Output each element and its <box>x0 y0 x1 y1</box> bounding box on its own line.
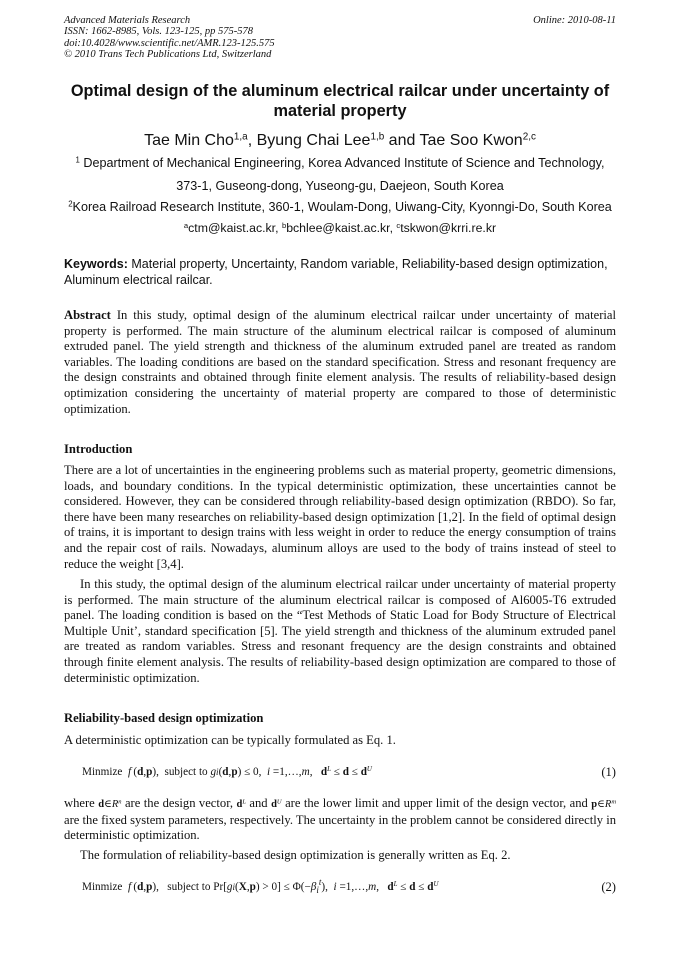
abstract-text: In this study, optimal design of the aluminum electrical railcar under uncertainty of material property is performed. The main structure of the aluminum electrical railcar is composed of aluminum extruded panel. The yield strength and thickness of the aluminum extruded panel are treated as random variables. The loading conditions are based on the standard specification. Stress and resonant frequency are the design constraints and obtained through finite element analysis. The results of reliability-based design optimization considering the uncertainty of material property are compared to those of deterministic optimization. <box>64 308 617 416</box>
equation-number: (2) <box>601 880 616 894</box>
journal-header <box>64 15 616 60</box>
introduction-paragraph-1: There are a lot of uncertainties in the engineering problems such as material property, geometric dimensions, loads, and boundary conditions. In the typical deterministic optimization, these uncertainties cannot be considered. However, they can be considered through reliability-based design optimization (RBDO). So far, there have been many researches on reliability-based design optimization [1,2]. In the field of optimal design of trains, it is important to design trains with less weight in order to reduce the energy consumption of trains and the repair cost of rails. Nowadays, aluminum alloys are used to the body of trains instead of steel to reduce the weight [3,4]. <box>64 463 616 571</box>
doi-line: doi:10.4028/www.scientific.net/AMR.123-125.575 <box>64 37 275 49</box>
email-address: tskwon@krri.re.kr <box>400 221 497 235</box>
email-list: $^a$ctm@kaist.ac.kr, $^b$bchlee@kaist.ac.kr, $^c$tskwon@krri.re.kr <box>183 220 497 235</box>
email-address: bchlee@kaist.ac.kr <box>286 221 390 235</box>
author-separator: and <box>384 132 420 149</box>
email-mark: b <box>281 220 287 230</box>
abstract <box>64 308 616 417</box>
email-address: ctm@kaist.ac.kr <box>188 221 276 235</box>
affiliation-text: Korea Railroad Research Institute, 360-1, Woulam-Dong, Uiwang-City, Kyonngi-Do, South Korea <box>72 200 612 214</box>
where-paragraph: where $d\in R^n$ are the design vector, $d^L$ and $d^U$ are the lower limit and upper limit of the design vector, and $p\in R^m$ are the fixed system parameters, respectively. The uncertainty in the problem cannot be considered directly in deterministic optimization. <box>64 796 617 843</box>
affiliation-2 <box>64 200 616 215</box>
introduction-paragraph-2: In this study, the optimal design of the aluminum electrical railcar under uncertainty of material property is performed. The main structure of the aluminum electrical railcar is composed of Al6005-T6 extruded panel. The loading condition is based on the “Test Methods of Static Load for Body Structure of Electrical Multiple Unit’, standard specification [5]. The yield strength and thickness of the aluminum extruded panel are treated as random variables. Stress and resonant frequency are the design constraints and obtained through finite element analysis. The results of reliability-based design optimization are compared to those of deterministic optimization. <box>64 577 616 685</box>
affiliation-mark: 2 <box>68 199 73 209</box>
journal-name: Advanced Materials Research <box>64 15 191 26</box>
email-mark: a <box>183 220 189 230</box>
affiliation-1 <box>64 156 616 171</box>
issn-line: ISSN: 1662-8985, Vols. 123-125, pp 575-578 <box>64 26 253 38</box>
author-name: Tae Soo Kwon <box>419 132 523 149</box>
keywords-label: Keywords: <box>64 257 128 271</box>
rbdo-intro-2: The formulation of reliability-based design optimization is generally written as Eq. 2. <box>80 848 511 862</box>
equation-number: (1) <box>601 765 616 779</box>
online-date: Online: 2010-08-11 <box>533 15 616 26</box>
affiliation-1-address: 373-1, Guseong-dong, Yuseong-gu, Daejeon, South Korea <box>176 179 504 193</box>
author-name: Byung Chai Lee <box>256 132 371 149</box>
section-heading-rbdo: Reliability-based design optimization <box>64 711 264 725</box>
keywords <box>64 257 616 288</box>
affiliation-text: Department of Mechanical Engineering, Korea Advanced Institute of Science and Technology, <box>83 156 605 170</box>
author-name: Tae Min Cho <box>144 132 234 149</box>
author-list <box>64 131 616 151</box>
keywords-text: Material property, Uncertainty, Random variable, Reliability-based design optimization, Aluminum electrical railcar. <box>64 257 608 287</box>
abstract-label: Abstract <box>64 308 111 322</box>
equation-1: Minmize f (d,p), subject to gi(d,p) ≤ 0, i =1,…,m, $d^L \le d \le d^U$ (1) <box>82 765 616 779</box>
author-mark: 1,a <box>233 131 248 143</box>
rbdo-intro: A deterministic optimization can be typically formulated as Eq. 1. <box>64 733 396 747</box>
paper-title: Optimal design of the aluminum electrical railcar under uncertainty of material property <box>70 82 610 120</box>
author-mark: 2,c <box>522 131 536 143</box>
email-mark: c <box>396 220 401 230</box>
author-separator: , <box>247 132 257 149</box>
equation-2: Minmize f (d,p), subject to $Pr[gi(X,p) > 0] \le \Phi(-\beta_i^t)$, i =1,…,m, $d^L \le d \le d^U$ (2) <box>82 877 616 896</box>
affiliation-mark: 1 <box>75 155 80 165</box>
section-heading-introduction: Introduction <box>64 442 133 456</box>
copyright-line: © 2010 Trans Tech Publications Ltd, Switzerland <box>64 48 272 60</box>
author-mark: 1,b <box>370 131 385 143</box>
